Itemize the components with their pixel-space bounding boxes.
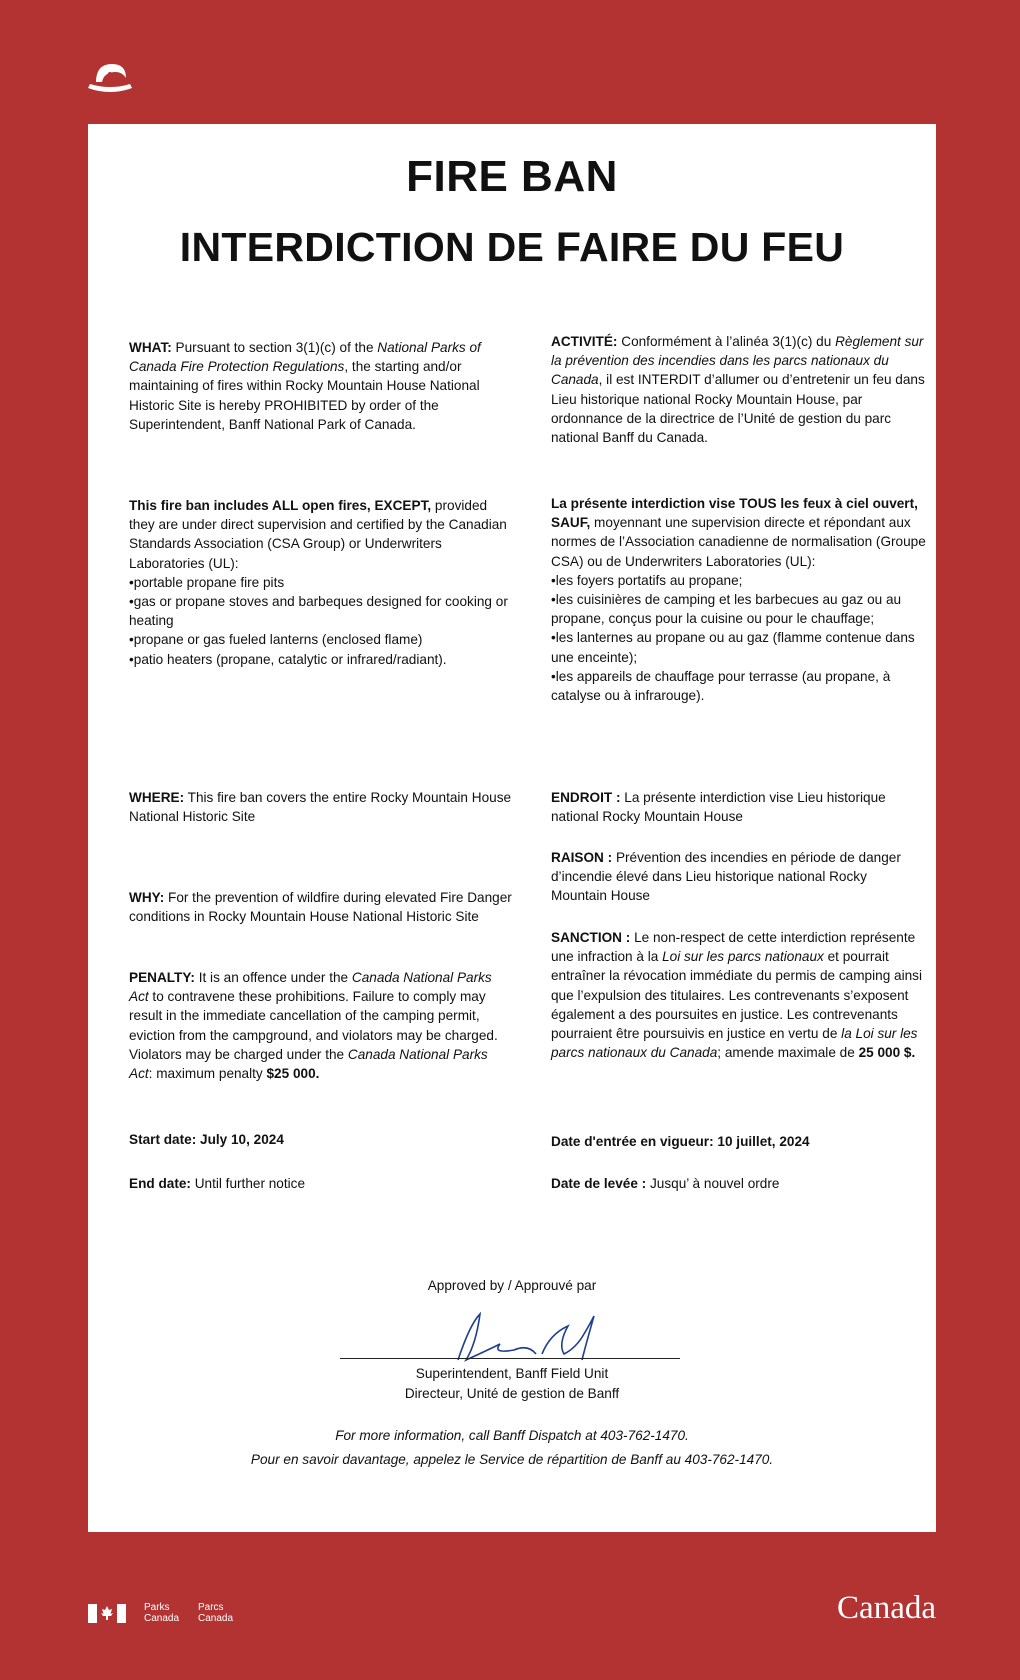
activite-act: Règlement sur la prévention des incendies dans les parcs nationaux du Canada [551,334,924,388]
list-item: •patio heaters (propane, catalytic or infrared/radiant). [129,651,447,667]
list-item: •les appareils de chauffage pour terrasse (au propane, à catalyse ou à infrarouge). [551,668,891,704]
english-column [129,124,514,1224]
start-date-value: July 10, 2024 [196,1132,284,1147]
agency-name-en [144,1602,179,1624]
sanction-text-3: ; amende maximale de [717,1045,859,1061]
list-item: •propane or gas fueled lanterns (enclosed flame) [129,632,423,648]
where-label: WHERE: [129,790,185,805]
what-section [129,338,514,434]
includes-text-fr: moyennant une supervision directe et répondant aux normes de l’Association canadienne de normalisation (Groupe CSA) ou de Underwriters Laboratories (UL): [551,515,926,569]
activite-text-2: , il est INTERDIT d’allumer ou d’entretenir un feu dans Lieu historique national Rocky Mountain House, par ordonnance de la directrice de l’Unité de gestion du parc national Banff du Canada. [551,372,925,446]
title-french: INTERDICTION DE FAIRE DU FEU [179,224,845,270]
what-text-2: , the starting and/or maintaining of fires within Rocky Mountain House National Historic Site is hereby PROHIBITED by order of the Superintendent, Banff National Park of Canada. [129,359,480,432]
penalty-act: Canada National Parks Act [129,970,492,1005]
where-section [129,788,514,826]
end-date-value: Until further notice [190,1176,306,1191]
agency-en-line1: Parks [144,1602,170,1613]
why-label: WHY: [129,890,165,905]
includes-bold-fr: La présente interdiction vise TOUS les feux à ciel ouvert, SAUF, [551,496,918,531]
start-date-label-fr: Date d'entrée en vigueur: [551,1134,714,1149]
penalty-text-2: to contravene these prohibitions. Failure to comply may result in the immediate cancellation of the camping permit, eviction from the campground, and violators may be charged. Violators may be charged under the [129,989,498,1062]
activite-text: Conformément à l’alinéa 3(1)(c) du [617,334,836,349]
penalty-text: It is an offence under the [194,970,352,985]
penalty-act-2: Canada National Parks Act [129,1046,488,1082]
activite-section [551,332,926,447]
approved-by: Approved by / Approuvé par [427,1278,597,1293]
notice-panel [88,124,936,1532]
end-date-value-fr: Jusqu’ à nouvel ordre [646,1176,780,1191]
penalty-text-3: : maximum penalty [148,1066,267,1082]
signer-title-en: Superintendent, Banff Field Unit [415,1366,609,1381]
sanction-amount: 25 000 $. [858,1045,916,1061]
what-act: National Parks of Canada Fire Protection Regulations [129,340,481,375]
start-date-fr [551,1132,926,1151]
sanction-text-2: et pourrait entraîner la révocation immédiate du permis de camping ainsi que l’expulsion des titulaires. Les contrevenants s’exposent également a des poursuites en justice. Les contrevenants pourraient être poursuivis en justice en vertu de [551,949,922,1042]
start-date-label: Start date: [129,1132,197,1147]
what-text: Pursuant to section 3(1)(c) of the [171,340,378,355]
penalty-amount: $25 000. [266,1066,320,1082]
canada-flag-icon [88,1604,126,1623]
sanction-label: SANCTION : [551,930,631,945]
includes-text: provided they are under direct supervision and certified by the Canadian Standards Association (CSA Group) or Underwriters Laboratories (UL): [129,498,507,571]
includes-section-fr [551,494,926,705]
info-english: For more information, call Banff Dispatch at 403-762-1470. [335,1428,689,1443]
canada-wordmark: Canada [837,1590,936,1626]
agency-name-fr [198,1602,233,1624]
agency-en-line2: Canada [144,1613,180,1624]
agency-fr-line1: Parcs [198,1602,224,1613]
raison-label: RAISON : [551,850,613,865]
start-date-value-fr: 10 juillet, 2024 [713,1134,810,1149]
raison-section [551,848,926,906]
title-english: FIRE BAN [406,152,618,201]
sanction-text: Le non-respect de cette interdiction représente une infraction à la [551,930,916,965]
parks-canada-beaver-logo [82,56,138,96]
end-date-label: End date: [129,1176,191,1191]
includes-section [129,496,514,669]
what-label: WHAT: [129,340,172,355]
start-date [129,1130,514,1149]
end-date-fr [551,1174,926,1193]
why-section [129,888,514,926]
penalty-section [129,968,514,1083]
info-french: Pour en savoir davantage, appelez le Service de répartition de Banff au 403-762-1470. [250,1452,774,1467]
raison-text: Prévention des incendies en période de danger d’incendie élevé dans Lieu historique national Rocky Mountain House [551,850,901,904]
activite-label: ACTIVITÉ: [551,334,618,349]
signer-title-fr: Directeur, Unité de gestion de Banff [404,1386,620,1401]
footer [0,1532,1020,1680]
list-item: •les cuisinières de camping et les barbecues au gaz ou au propane, conçus pour la cuisine ou pour le chauffage; [551,592,902,627]
signature-line [340,1358,680,1359]
list-item: •portable propane fire pits [129,574,285,590]
end-date [129,1174,514,1193]
french-column [551,124,926,1224]
endroit-label: ENDROIT : [551,790,621,805]
agency-fr-line2: Canada [198,1613,234,1624]
sanction-section [551,928,926,1062]
sanction-act-2: la Loi sur les parcs nationaux du Canada [551,1026,918,1061]
list-item: •gas or propane stoves and barbeques designed for cooking or heating [129,594,508,629]
sanction-act: Loi sur les parcs nationaux [662,949,824,965]
list-item: •les foyers portatifs au propane; [551,572,743,588]
list-item: •les lanternes au propane ou au gaz (flamme contenue dans une enceinte); [551,630,915,665]
why-text: For the prevention of wildfire during elevated Fire Danger conditions in Rocky Mountain House National Historic Site [129,890,512,925]
where-text: This fire ban covers the entire Rocky Mountain House National Historic Site [129,790,512,825]
endroit-text: La présente interdiction vise Lieu historique national Rocky Mountain House [551,790,886,825]
penalty-label: PENALTY: [129,970,195,985]
end-date-label-fr: Date de levée : [551,1176,647,1191]
endroit-section [551,788,926,826]
includes-bold: This fire ban includes ALL open fires, EXCEPT, [129,498,432,513]
